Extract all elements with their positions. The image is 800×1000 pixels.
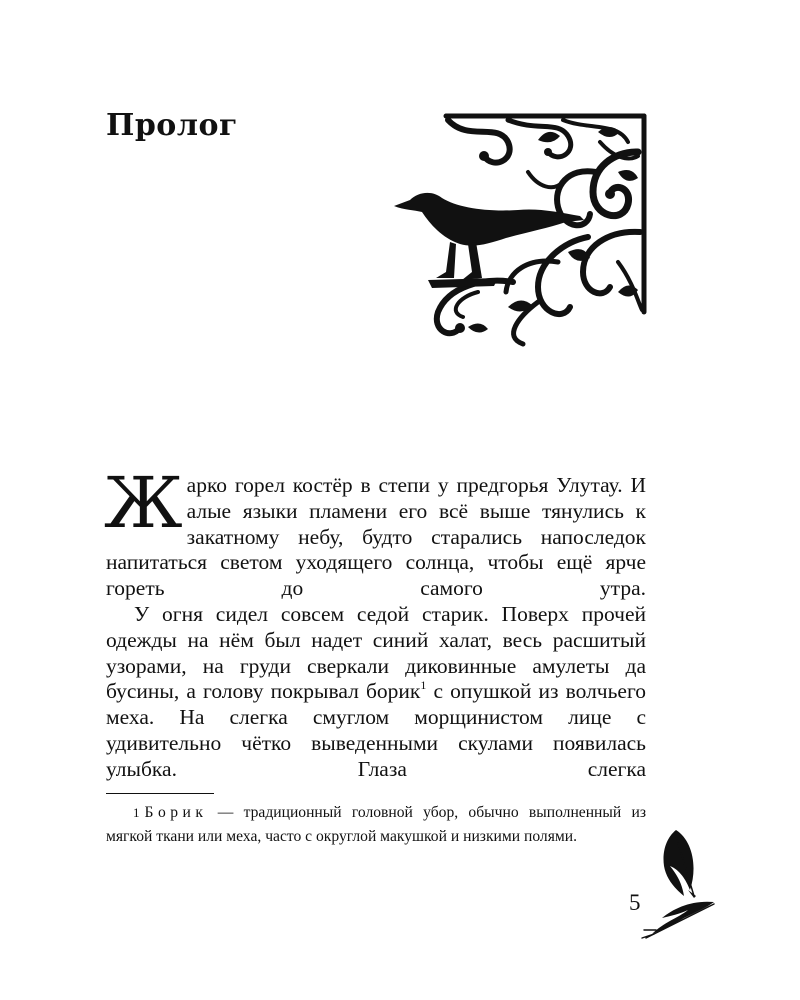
body-text [104, 462, 646, 783]
paragraph-1-text: арко горел костёр в степи у предгорья Улутау. И алые языки пламени его всё выше тянулись к закатному небу, будто старались напоследок напитаться светом уходящего солнца, чтобы ещё ярче гореть до самого утра. [106, 473, 646, 601]
raven-on-wrought-iron-bracket-icon [388, 112, 650, 352]
paragraph-1 [104, 462, 646, 602]
page-title: Пролог [106, 108, 238, 143]
two-feathers-icon [640, 826, 720, 942]
footnote-reference[interactable]: 1 [420, 678, 427, 693]
footnote [106, 801, 646, 848]
paragraph-2-text-before: У огня сидел совсем седой старик. Поверх прочей одежды на нём был надет синий халат, весь расшитый узорами, на груди сверкали диковинные амулеты да бусины, а голову покрывал борик [106, 601, 646, 704]
page-number: 5 [629, 890, 641, 915]
paragraph-2-text-after: с опушкой из волчьего меха. На слегка смуглом морщинистом лице с удивительно чётко выведенными скулами появилась улыбка. Глаза слегка [106, 679, 646, 781]
footnote-term: Борик [144, 804, 208, 821]
drop-cap: Ж [104, 462, 183, 544]
paragraph-2 [106, 602, 646, 783]
footnote-number: 1 [133, 805, 140, 820]
footnote-divider [106, 793, 214, 794]
footnote-text: — традиционный головной убор, обычно выполненный из мягкой ткани или меха, часто с округлой макушкой и низкими полями. [106, 804, 646, 845]
